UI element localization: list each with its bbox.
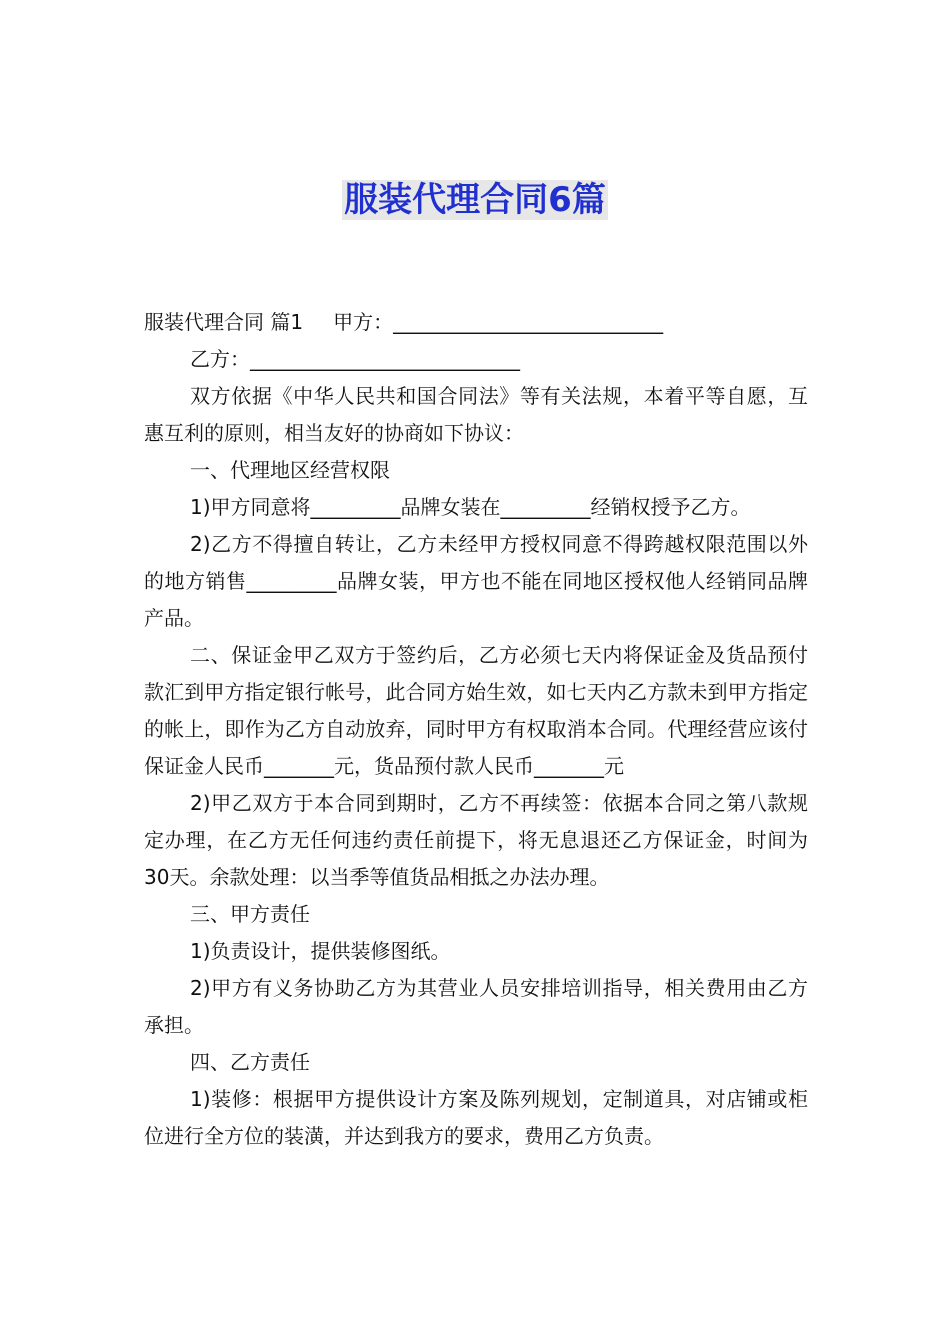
document-body bbox=[144, 304, 808, 1155]
clause-3-1: 1)负责设计，提供装修图纸。 bbox=[190, 939, 451, 963]
clause-3-2: 2)甲方有义务协助乙方为其营业人员安排培训指导，相关费用由乙方承担。 bbox=[144, 976, 808, 1037]
paragraph-intro: 双方依据《中华人民共和国合同法》等有关法规，本着平等自愿，互惠互利的原则，相当友好的协商如下协议： bbox=[144, 384, 808, 445]
section-heading-1: 一、代理地区经营权限 bbox=[190, 458, 390, 482]
clause-2-2: 2)甲乙双方于本合同到期时，乙方不再续签：依据本合同之第八款规定办理，在乙方无任何违约责任前提下，将无息退还乙方保证金，时间为30天。余款处理：以当季等值货品相抵之办法办理。 bbox=[144, 791, 808, 889]
section-heading-2: 二、保证金甲乙双方于签约后，乙方必须七天内将保证金及货品预付款汇到甲方指定银行帐号，此合同方始生效，如七天内乙方款未到甲方指定的帐上，即作为乙方自动放弃，同时甲方有权取消本合同。代理经营应该付保证金人民币_______元，货品预付款人民币_______元 bbox=[144, 643, 808, 778]
section-label: 服装代理合同 篇1 bbox=[144, 310, 304, 334]
party-a-line: 甲方：___________________________ bbox=[333, 310, 664, 334]
document-title: 服装代理合同6篇 bbox=[344, 180, 606, 220]
header-line bbox=[144, 304, 808, 341]
section-heading-4: 四、乙方责任 bbox=[190, 1050, 310, 1074]
clause-1-1: 1)甲方同意将_________品牌女装在_________经销权授予乙方。 bbox=[190, 495, 751, 519]
party-b-line: 乙方：___________________________ bbox=[190, 347, 520, 371]
section-heading-3: 三、甲方责任 bbox=[190, 902, 310, 926]
clause-4-1: 1)装修：根据甲方提供设计方案及陈列规划，定制道具，对店铺或柜位进行全方位的装潢，并达到我方的要求，费用乙方负责。 bbox=[144, 1087, 808, 1148]
document-title-container bbox=[0, 176, 950, 224]
clause-1-2: 2)乙方不得擅自转让，乙方未经甲方授权同意不得跨越权限范围以外的地方销售_________品牌女装，甲方也不能在同地区授权他人经销同品牌产品。 bbox=[144, 532, 808, 630]
